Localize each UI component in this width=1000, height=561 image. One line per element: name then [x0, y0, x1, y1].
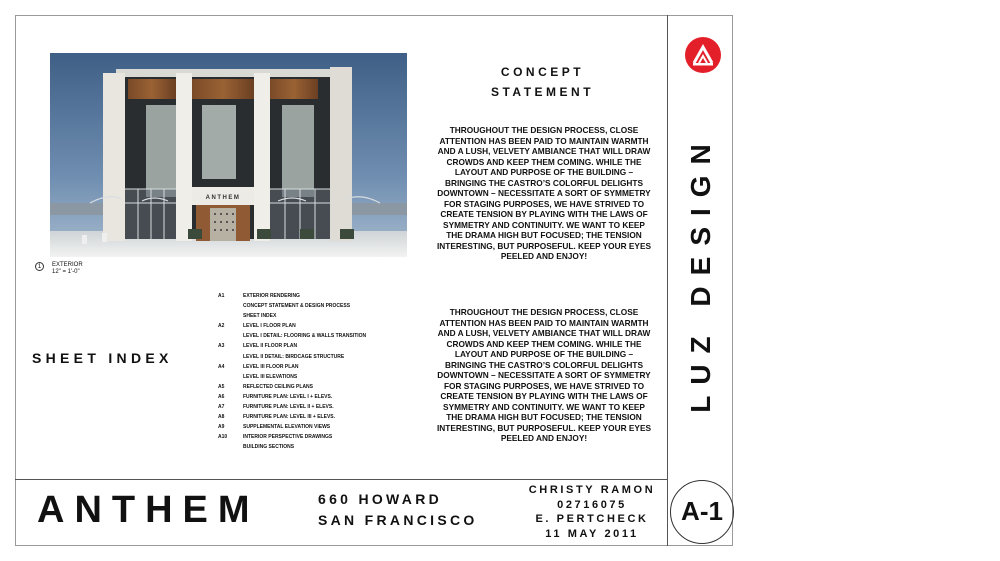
luz-logo-icon: [685, 37, 721, 73]
project-address: [318, 489, 478, 531]
sheet-index-item-title: BUILDING SECTIONS: [243, 444, 295, 451]
sheet-index-item: [218, 362, 418, 372]
concept-title-line1: CONCEPT: [500, 65, 585, 79]
sheet-index-item-title: LEVEL III FLOOR PLAN: [243, 363, 299, 370]
caption-number: 1: [35, 262, 44, 271]
sheet-index-item: [218, 432, 418, 442]
concept-paragraph-1: THROUGHOUT THE DESIGN PROCESS, CLOSE ATTENTION HAS BEEN PAID TO MAINTAIN WARMTH AND A LUSH, VELVETY AMBIANCE THAT WILL DRAW CROWDS AND KEEP THEM COMING. WHILE THE LAYOUT AND PURPOSE OF THE BUILDING – BRINGING THE CASTRO’S COLORFUL DELIGHTS DOWNTOWN – NECESSITATE A SORT OF SYMMETRY FOR STAGING PURPOSES, WE HAVE STRIVED TO CREATE TENSION BY PLAYING WITH THE LAWS OF SYMMETRY AND CONTINUITY. WE WANT TO KEEP THE DRAMA HIGH BUT FOCUSED; THE TENSION INTERESTING, BUT PURPOSEFUL. KEEP YOUR EYES PEELED AND ENJOY!: [436, 125, 652, 261]
sheet-index-item-title: CONCEPT STATEMENT & DESIGN PROCESS: [243, 303, 351, 310]
sheet-index-code: A4: [218, 363, 225, 370]
concept-title-line2: STATEMENT: [490, 85, 595, 99]
caption-title: EXTERIOR: [52, 262, 83, 268]
concept-title: [430, 62, 655, 102]
sheet-index-code: A7: [218, 404, 225, 411]
sheet-index-item: [218, 291, 418, 301]
sheet-index-item-title: LEVEL II DETAIL: BIRDCAGE STRUCTURE: [243, 353, 345, 360]
sheet-index-item-title: FURNITURE PLAN: LEVEL I + ELEVS.: [243, 393, 333, 400]
sheet-index-item-title: LEVEL I FLOOR PLAN: [243, 323, 296, 330]
sheet-index-code: A3: [218, 343, 225, 350]
sheet-index-item-title: INTERIOR PERSPECTIVE DRAWINGS: [243, 434, 333, 441]
sheet-index-item-title: LEVEL I DETAIL: FLOORING & WALLS TRANSITION: [243, 333, 367, 340]
project-title: ANTHEM: [37, 489, 260, 531]
sheet-index-item: [218, 301, 418, 311]
concept-paragraph-2: THROUGHOUT THE DESIGN PROCESS, CLOSE ATTENTION HAS BEEN PAID TO MAINTAIN WARMTH AND A LUSH, VELVETY AMBIANCE THAT WILL DRAW CROWDS AND KEEP THEM COMING. WHILE THE LAYOUT AND PURPOSE OF THE BUILDING – BRINGING THE CASTRO’S COLORFUL DELIGHTS DOWNTOWN – NECESSITATE A SORT OF SYMMETRY FOR STAGING PURPOSES, WE HAVE STRIVED TO CREATE TENSION BY PLAYING WITH THE LAWS OF SYMMETRY AND CONTINUITY. WE WANT TO KEEP THE DRAMA HIGH BUT FOCUSED; THE TENSION INTERESTING, BUT PURPOSEFUL. KEEP YOUR EYES PEELED AND ENJOY!: [436, 307, 652, 443]
sheet-index-item-title: SUPPLEMENTAL ELEVATION VIEWS: [243, 424, 331, 431]
sheet-index-item-title: LEVEL III ELEVATIONS: [243, 373, 298, 380]
sheet-index-list: [218, 291, 418, 453]
sheet-index-item: [218, 392, 418, 402]
address-line1: 660 HOWARD: [318, 491, 443, 507]
sheet-index-item-title: REFLECTED CEILING PLANS: [243, 383, 314, 390]
address-line2: SAN FRANCISCO: [318, 512, 478, 528]
sheet-index-item: [218, 412, 418, 422]
exterior-rendering: [50, 53, 407, 257]
sheet-index-code: A1: [218, 293, 225, 299]
sheet-index-item: [218, 382, 418, 392]
sheet-index-item: [218, 442, 418, 452]
sheet-index-code: A2: [218, 323, 225, 330]
caption-scale: 12" = 1'-0": [52, 269, 80, 275]
id-number: 02716075: [557, 498, 627, 511]
sheet-index-item-title: LEVEL II FLOOR PLAN: [243, 343, 298, 350]
sheet-index-code: A8: [218, 414, 225, 421]
sheet-index-item: [218, 422, 418, 432]
title-block-divider-vertical: [667, 15, 668, 546]
sheet-index-code: A10: [218, 434, 228, 441]
sheet-index-code: A9: [218, 424, 225, 431]
sheet-index-item: [218, 372, 418, 382]
rendering-sign-text: ANTHEM: [205, 195, 241, 201]
sheet-index-code: A6: [218, 393, 225, 400]
sheet-index-item: [218, 331, 418, 341]
sheet-index-title: SHEET INDEX: [32, 350, 173, 366]
sheet-index-item-title: FURNITURE PLAN: LEVEL III + ELEVS.: [243, 414, 336, 421]
sheet-number: A-1: [681, 496, 723, 526]
designer-name: CHRISTY RAMON: [528, 484, 656, 496]
sheet-index-item: [218, 341, 418, 351]
checker-name: E. PERTCHECK: [535, 513, 649, 525]
issue-date: 11 MAY 2011: [545, 527, 639, 540]
sheet-index-item: [218, 402, 418, 412]
brand-name-vertical: LUZ DESIGN: [685, 133, 716, 413]
sheet-index-item-title: FURNITURE PLAN: LEVEL II + ELEVS.: [243, 404, 334, 411]
sheet-index-item-title: SHEET INDEX: [243, 313, 277, 320]
title-block-divider-horizontal: [15, 479, 668, 480]
sheet-index-code: A5: [218, 383, 225, 390]
sheet-index-item-title: EXTERIOR RENDERING: [243, 293, 300, 299]
sheet-index-item: [218, 311, 418, 321]
sheet-index-item: [218, 321, 418, 331]
sheet-index-item: [218, 352, 418, 362]
project-credits: [522, 483, 662, 541]
